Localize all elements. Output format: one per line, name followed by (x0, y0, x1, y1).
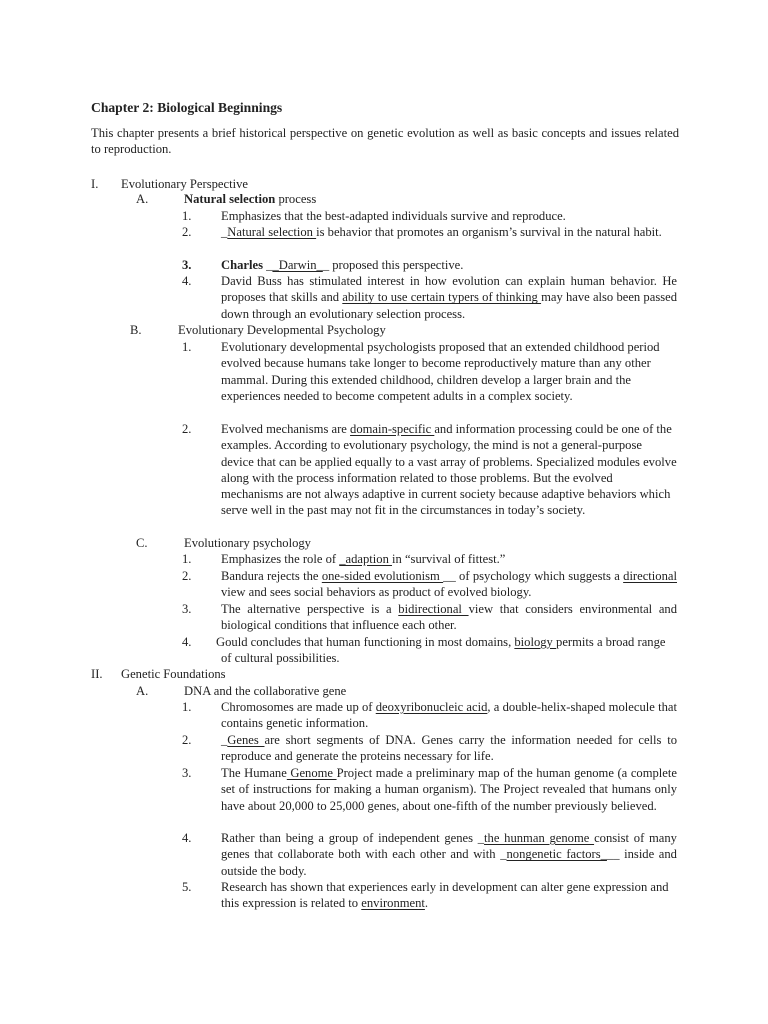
item-number: 2. (182, 569, 192, 583)
fill-in-answer: _adaption (339, 552, 393, 566)
text: The alternative perspective is a (221, 602, 399, 616)
bold-term: Natural selection (184, 192, 276, 206)
text: Bandura rejects the (221, 569, 322, 583)
list-item (221, 273, 677, 322)
list-item (221, 699, 677, 732)
list-item (221, 601, 677, 634)
list-item (221, 568, 677, 601)
text: Gould concludes that human functioning in most domains, (216, 635, 515, 649)
text: . (424, 896, 429, 911)
text: _ (262, 258, 273, 272)
subsection-letter: A. (136, 684, 149, 698)
fill-in-answer: one-sided evolutionism (321, 569, 444, 583)
subsection-letter: A. (136, 192, 149, 206)
text: view and sees social behaviors as product of evolved biology. (221, 585, 532, 600)
text: __ of psychology which suggests a (443, 569, 624, 583)
text: _ (221, 225, 228, 239)
fill-in-answer: ability to use certain typers of thinking (342, 290, 542, 305)
section-heading: Genetic Foundations (121, 667, 226, 681)
list-item (221, 732, 677, 765)
item-number: 4. (182, 635, 192, 649)
text: view that considers environmental and biological conditions that influence each other. (221, 602, 678, 633)
fill-in-answer: Genome (286, 766, 337, 780)
list-item: Evolutionary developmental psychologists proposed that an extended childhood period evolved because humans take longer to become reproductively mature than any other mammal. During this extended childhood, children develop a larger brain and the experiences needed to become competent adults in a complex society. (221, 340, 660, 403)
fill-in-answer: deoxyribonucleic acid (375, 700, 488, 714)
item-number: 1. (182, 340, 192, 354)
item-number: 1. (182, 552, 192, 566)
fill-in-answer: biology (514, 635, 557, 649)
text: Rather than being a group of independent genes _ (221, 831, 485, 845)
subsection-heading: Evolutionary psychology (184, 536, 311, 550)
item-number: 2. (182, 225, 192, 239)
fill-in-answer: directional (623, 569, 677, 583)
fill-in-answer: bidirectional (398, 602, 469, 616)
text: _ (221, 733, 228, 747)
text: __ inside and outside the body. (221, 847, 677, 878)
fill-in-answer: Natural selection (227, 225, 317, 239)
item-number: 4. (182, 274, 192, 288)
heading-rest: process (275, 192, 317, 206)
text: is behavior that promotes an organism’s survival in the natural habit. (316, 225, 662, 239)
text: David Buss has stimulated interest in how evolution can explain human behavior. He proposes that skills and (221, 274, 677, 305)
list-item (221, 765, 677, 814)
text: may have also been passed down through an evolutionary selection process. (221, 290, 678, 321)
item-number: 4. (182, 831, 192, 845)
item-number: 2. (182, 422, 192, 436)
text: permits a broad range of cultural possibilities. (221, 635, 666, 666)
fill-in-answer: nongenetic factors_ (506, 847, 607, 862)
list-item: Emphasizes that the best-adapted individuals survive and reproduce. (221, 209, 566, 223)
item-number: 3. (182, 602, 192, 616)
subsection-heading: DNA and the collaborative gene (184, 684, 347, 698)
text: Evolved mechanisms are (221, 422, 351, 436)
text: The Humane (221, 766, 287, 780)
list-item (221, 421, 677, 519)
text: in “survival of fittest.” (392, 552, 506, 566)
list-item (221, 830, 677, 879)
text: are short segments of DNA. Genes carry the information needed for cells to reproduce and generate the proteins necessary for life. (221, 733, 677, 764)
text: and information processing could be one of the examples. According to evolutionary psychology, the mind is not a general-purpose device that can be applied equally to a vast array of problems. Specialized modules evolve along with the process information related to those problems. But the evolved mechanisms are not always adaptive in current society because adaptive behaviors which serve well in the past may not fit in the circumstances in today’s society. (221, 422, 677, 518)
section-number: II. (91, 667, 103, 681)
item-number: 1. (182, 209, 192, 223)
text: consist of many genes that collaborate both with each other and with _ (221, 831, 677, 862)
fill-in-answer: Genes (227, 733, 265, 747)
text: Emphasizes the role of (221, 552, 340, 566)
item-number: 2. (182, 733, 192, 747)
list-item (221, 257, 677, 273)
item-number: 3. (182, 258, 192, 272)
subsection-heading: Evolutionary Developmental Psychology (178, 323, 386, 337)
list-item (221, 224, 677, 240)
item-number: 1. (182, 700, 192, 714)
fill-in-answer: environment (361, 896, 425, 911)
text: _ proposed this perspective. (322, 258, 464, 272)
fill-in-answer: _Darwin_ (272, 258, 323, 272)
section-heading: Evolutionary Perspective (121, 177, 248, 191)
text: , a double-helix-shaped molecule that contains genetic information. (221, 700, 677, 731)
list-item (221, 879, 677, 912)
section-number: I. (91, 177, 99, 191)
bold-term: Charles (221, 258, 263, 272)
subsection-letter: C. (136, 536, 148, 550)
list-item (216, 634, 677, 667)
item-number: 5. (182, 880, 192, 894)
item-number: 3. (182, 766, 192, 780)
fill-in-answer: the hunman genome (484, 831, 595, 845)
list-item (221, 551, 677, 567)
subsection-letter: B. (130, 323, 142, 337)
fill-in-answer: domain-specific (350, 422, 435, 436)
subsection-heading (184, 191, 316, 207)
intro-paragraph: This chapter presents a brief historical perspective on genetic evolution as well as basic concepts and issues related to reproduction. (91, 126, 679, 157)
text: Chromosomes are made up of (221, 700, 376, 714)
text: Research has shown that experiences early in development can alter gene expression and this expression is related to (221, 880, 669, 911)
chapter-title: Chapter 2: Biological Beginnings (91, 100, 283, 115)
text: Project made a preliminary map of the human genome (a complete set of instructions for making a human organism). The Project revealed that humans only have about 20,000 to 25,000 genes, about one-fifth of the number previously believed. (221, 766, 677, 813)
